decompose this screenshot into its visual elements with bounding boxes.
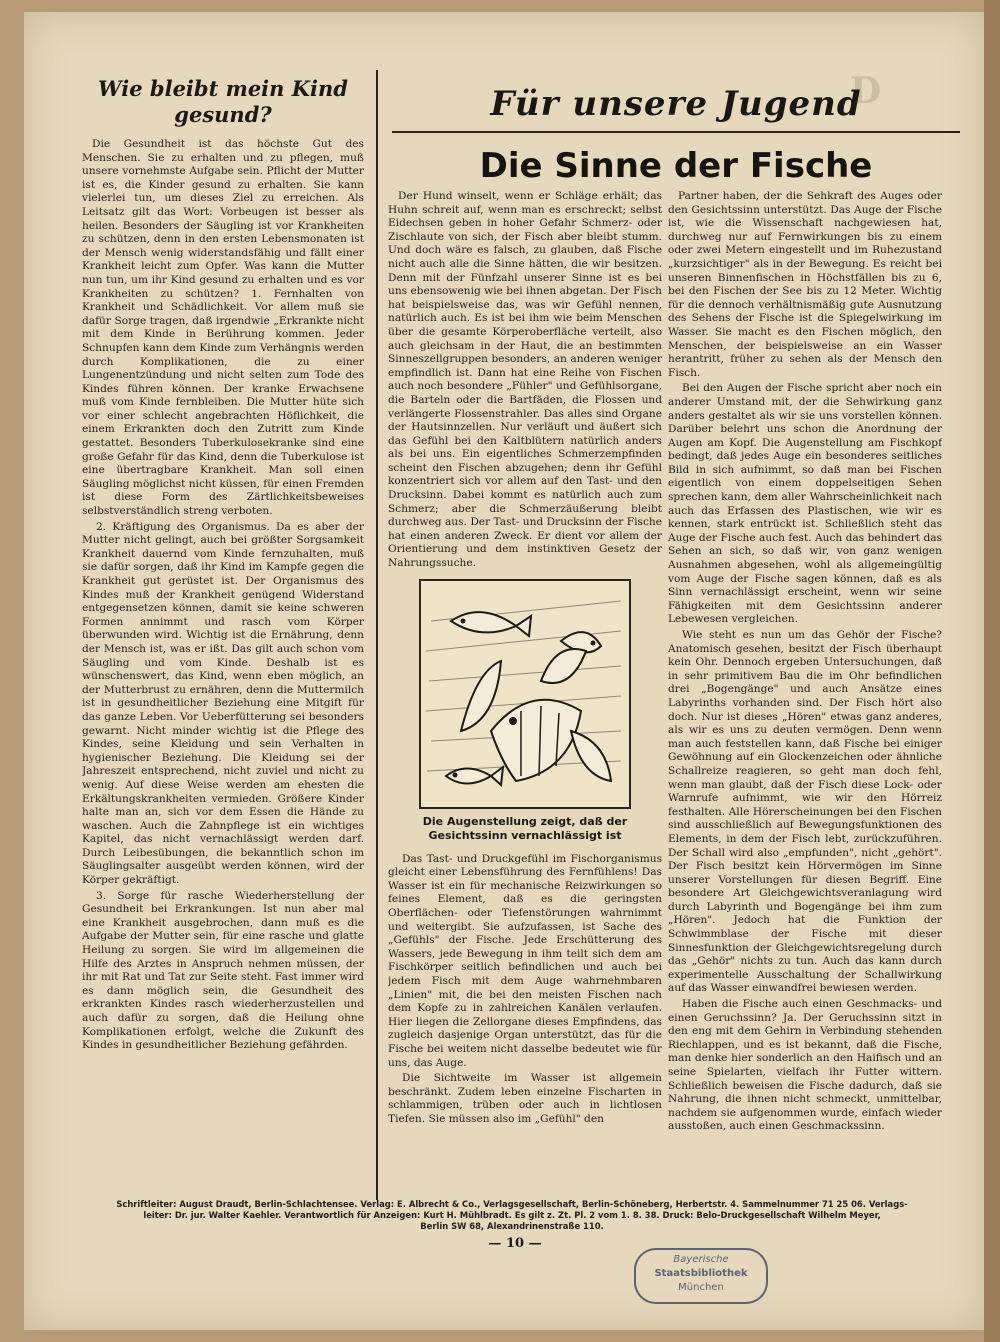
left-title-line1: Wie bleibt mein Kind: [98, 76, 348, 101]
article-column-middle: [388, 190, 662, 1200]
article-paragraph: Die Sichtweite im Wasser ist allgemein beschränkt. Zudem leben einzelne Fischarten in schlammigen, trüben oder auch in lichtlosen Tiefen. Sie müssen also im „Gefühl" den: [388, 1072, 662, 1125]
article-column-right: [668, 190, 942, 1200]
left-paragraph: 2. Kräftigung des Organismus. Da es aber der Mutter nicht gelingt, auch bei größter Sorgsamkeit Krankheit dauernd vom Kinde fernzuhalten, muß sie dafür sorgen, daß ihr Kind im Kampfe gegen die Krankheit gut gerüstet ist. Der Organismus des Kindes muß der Krankheit genügend Widerstand entgegensetzen können, damit sie keine schweren Formen annimmt und rasch vom Körper überwunden wird. Wichtig ist die Ernährung, denn der Mensch ist, was er ißt. Das gilt auch schon vom Säugling und vom Kinde. Deshalb ist es wünschenswert, das Kind, wenn eben möglich, an der Mutterbrust zu ernähren, denn die Muttermilch ist in gesundheitlicher Beziehung eine Mitgift für das ganze Leben. Vor Ueberfütterung sei besonders gewarnt. Nicht minder wichtig ist die Pflege des Kindes, seine Kleidung und sein Verhalten in hygienischer Beziehung. Die Kleidung sei der Jahreszeit entsprechend, nicht zuviel und nicht zu wenig. Auf diese Weise werden am ehesten die Erkältungskrankheiten vermieden. Größere Kinder halte man an, sich vor dem Essen die Hände zu waschen. Auch die Zahnpflege ist ein wichtiges Kapitel, das nicht vernachlässigt werden darf. Durch Leibesübungen, die bekanntlich schon im Säuglingsalter ausgeübt werden können, wird der Körper gekräftigt.: [82, 520, 364, 887]
stamp-line: Bayerische: [673, 1254, 729, 1265]
library-stamp: [634, 1248, 768, 1304]
column-divider: [376, 70, 378, 1200]
article-paragraph: Partner haben, der die Sehkraft des Auges oder den Gesichtssinn unterstützt. Das Auge der Fische ist, wie die Wissenschaft nachgewiesen hat, durchweg nur auf Fernwirkungen bis zu einem oder zwei Metern eingestellt und im Ruhezustand „kurzsichtiger" als in der Bewegung. Es reicht bei unseren Binnenfischen in Höchstfällen bis zu 6, bei den Fischen der See bis zu 12 Meter. Wichtig für die dennoch verhältnismäßig gute Ausnutzung des Sehens der Fische ist die Spiegelwirkung im Wasser. Sie macht es den Fischen möglich, den Menschen, der beispielsweise an ein Wasser herantritt, früher zu sehen als der Mensch den Fisch.: [668, 190, 942, 379]
stamp-line: München: [678, 1282, 724, 1293]
figure-caption: Die Augenstellung zeigt, daß der Gesichtssinn vernachlässigt ist: [422, 814, 628, 842]
left-article-title: [82, 76, 364, 128]
left-paragraph: Die Gesundheit ist das höchste Gut des Menschen. Sie zu erhalten und zu pflegen, muß unsere vornehmste Aufgabe sein. Pflicht der Mutter ist es, die Kinder gesund zu erhalten. Sie kann vielerlei tun, um dieses Ziel zu erreichen. Als Leitsatz gilt das Wort: Vorbeugen ist besser als heilen. Besonders der Säugling ist vor Krankheiten zu schützen, denn in den ersten Lebensmonaten ist der Mensch wenig widerstandsfähig und fällt einer Krankheit leicht zum Opfer. Was kann die Mutter nun tun, um ihr Kind gesund zu erhalten und es vor Krankheiten zu schützen? 1. Fernhalten von Krankheit und Schädlichkeit. Vor allem muß sie dafür Sorge tragen, daß irgendwie „Erkrankte nicht mit dem Kinde in Berührung kommen. Jeder Schnupfen kann dem Kinde zum Verhängnis werden durch Komplikationen, die zu einer Lungenentzündung und nicht selten zum Tode des Kindes führen können. Der kranke Erwachsene muß vom Kinde fernbleiben. Die Mutter hüte sich vor einer schlecht angebrachten Höflichkeit, die einem Erkrankten doch den Zutritt zum Kinde gestattet. Besonders Tuberkulosekranke sind eine große Gefahr für das Kind, denn die Tuberkulose ist eine übertragbare Krankheit. Man soll einen Säugling möglichst nicht küssen, für einen Fremden ist diese Form des Zärtlichkeitsbeweises selbstverständlich streng verboten.: [82, 138, 364, 518]
article-paragraph: Das Tast- und Druckgefühl im Fischorganismus gleicht einer Lebensführung des Fernfühlens! Das Wasser ist ein für mechanische Reizwirkungen so feines Element, daß es die geringsten Oberflächen- oder Tiefenstörungen wahrnimmt und weitergibt. Sie aufzufassen, ist Sache des „Gefühls" der Fische. Jede Erschütterung des Wassers, jede Bewegung in ihm teilt sich dem am Fischkörper seitlich befindlichen und auch bei jedem Fisch mit dem Auge wahrnehmbaren „Linien" mit, die bei den meisten Fischen nach dem Kopfe zu in zahlreichen Kanälen verlaufen. Hier liegen die Zellorgane dieses Empfindens, das zugleich dasjenige Organ unterstützt, das für die Fische bei weitem nicht dasselbe bedeutet wie für uns, das Auge.: [388, 852, 662, 1069]
article-paragraph: Wie steht es nun um das Gehör der Fische? Anatomisch gesehen, besitzt der Fisch überhaupt kein Ohr. Dennoch ergeben Untersuchungen, daß in sehr primitivem Bau die im Ohr befindlichen drei „Bogengänge" und auch Ansätze eines Labyrinths vorhanden sind. Der Fisch hört also doch. Nur ist dieses „Hören" etwas ganz anderes, als wir es uns zu deuten vermögen. Denn wenn man auch feststellen kann, daß Fische bei einiger Gewöhnung auf ein Glockenzeichen oder ähnliche Schallreize reagieren, so geht man doch fehl, wenn man glaubt, daß der Fisch diese Lock- oder Warnrufe aufnimmt, wie wir den Hörreiz festhalten. Alle Hörerscheinungen bei den Fischen sind ausschließlich auf Bewegungsfunktionen des Elements, in dem der Fisch lebt, zurückzuführen. Der Schall wird also „empfunden", nicht „gehört". Der Fisch besitzt kein Hörvermögen im Sinne unserer Vorstellungen für diesen Begriff. Eine besondere Art Gleichgewichtsveranlagung wird durch Labyrinth und Bogengänge bei ihm zum „Hören". Jedoch hat die Funktion der Schwimmblase der Fische mit dieser Sinnesfunktion der Gleichgewichtsregelung durch das „Gehör" nichts zu tun. Auch das kann durch experimentelle Ausschaltung der Schallwirkung auf das Wasser einwandfrei bewiesen werden.: [668, 629, 942, 995]
stamp-line: Staatsbibliothek: [654, 1268, 748, 1279]
page-edge: [984, 0, 1000, 1342]
imprint: [82, 1199, 942, 1232]
imprint-line: Berlin SW 68, Alexandrinenstraße 110.: [420, 1221, 604, 1231]
left-title-line2: gesund?: [174, 102, 272, 127]
left-article: [82, 64, 364, 1200]
page-number: — 10 —: [488, 1236, 542, 1251]
fish-illustration: [419, 579, 631, 809]
section-masthead: Für unsere Jugend: [490, 84, 862, 124]
imprint-line: Schriftleiter: August Draudt, Berlin-Schlachtensee. Verlag: E. Albrecht & Co., Verlagsgesellschaft, Berlin-Schöneberg, Herbertstr. 4. Sammelnummer 71 25 06. Verlags-: [116, 1199, 908, 1209]
article-paragraph: Bei den Augen der Fische spricht aber noch ein anderer Umstand mit, der die Sehwirkung ganz anders gestaltet als wir sie uns vorstellen können. Darüber belehrt uns schon die Anordnung der Augen am Kopf. Die Augenstellung am Fischkopf bedingt, daß jedes Auge ein besonderes seitliches Bild in sich aufnimmt, so daß man bei Fischen eigentlich von einem doppelseitigen Sehen sprechen kann, dem aller Wahrscheinlichkeit nach auch das Erfassen des Plastischen, wie wir es kennen, stark entrückt ist. Schließlich steht das Auge der Fische auch fest. Auch das behindert das Sehen an sich, so daß wir, von ganz wenigen Ausnahmen abgesehen, wohl als allgemeingültig vom Auge der Fische sagen können, daß es als Sinn vernachlässigt erscheint, wenn wir seine Fähigkeiten mit dem Gesichtssinn anderer Lebewesen vergleichen.: [668, 382, 942, 626]
masthead-rule: [392, 131, 960, 133]
article-paragraph: Der Hund winselt, wenn er Schläge erhält; das Huhn schreit auf, wenn man es erschreckt; selbst Eidechsen geben in hoher Gefahr Schmerz- oder Zischlaute von sich, der Fisch aber bleibt stumm. Und doch wäre es falsch, zu glauben, daß Fische nicht auch alle die Sinne hätten, die wir besitzen. Denn mit der Fünfzahl unserer Sinne ist es bei uns ebensowenig wie bei ihnen abgetan. Der Fisch hat beispielsweise das, was wir Gefühl nennen, natürlich auch. Es ist bei ihm wie beim Menschen über die gesamte Körperoberfläche verteilt, also auch gleichsam in der Haut, die an bestimmten Sinneszellgruppen besonders, an anderen weniger empfindlich ist. Dann hat eine Reihe von Fischen auch noch besondere „Fühler" und Gefühlsorgane, die Barteln oder die Bartfäden, die Flossen und verlängerte Flossenstrahler. Das alles sind Organe der Hautsinnzellen. Nur verläuft und äußert sich das Gefühl bei den Kaltblütern natürlich anders als bei uns. Ein eigentliches Schmerzempfinden scheint den Fischen abzugehen; denn ihr Gefühl konzentriert sich vor allem auf den Tast- und den Drucksinn. Dabei kommt es natürlich auch zum Schmerz; aber die Schmerzäußerung bleibt durchweg aus. Der Tast- und Drucksinn der Fische hat einen anderen Zweck. Er dient vor allem der Orientierung und dem instinktiven Gesetz der Nahrungssuche.: [388, 190, 662, 570]
article-paragraph: Haben die Fische auch einen Geschmacks- und einen Geruchssinn? Ja. Der Geruchssinn sitzt in den eng mit dem Gehirn in Verbindung stehenden Riechlappen, und es ist bekannt, daß die Fische, man denke hier sonderlich an den Haifisch und an seine Spielarten, vielfach ihr Futter wittern. Schließlich beweisen die Fische dadurch, daß sie Nahrung, die ihnen nicht schmeckt, unmittelbar, nachdem sie aufgenommen wurde, einfach wieder ausstoßen, auch einen Geschmackssinn.: [668, 998, 942, 1133]
left-paragraph: 3. Sorge für rasche Wiederherstellung der Gesundheit bei Erkrankungen. Ist nun aber mal eine Krankheit ausgebrochen, dann muß es die Aufgabe der Mutter sein, für eine rasche und glatte Heilung zu sorgen. Sie wird im allgemeinen die Hilfe des Arztes in Anspruch nehmen müssen, der ihr mit Rat und Tat zur Seite steht. Fast immer wird es dann möglich sein, die Gesundheit des erkrankten Kindes rasch wiederherzustellen und auch dafür zu sorgen, daß die Heilung ohne Komplikationen erfolgt, welche die Zukunft des Kindes in gesundheitlicher Beziehung gefährden.: [82, 889, 364, 1052]
imprint-line: leiter: Dr. jur. Walter Kaehler. Verantwortlich für Anzeigen: Kurt H. Mühlbradt. Es gilt z. Zt. Pl. 2 vom 1. 8. 38. Druck: Belo-Druckgesellschaft Wilhelm Meyer,: [143, 1210, 881, 1220]
bleed-through-text: D: [850, 70, 882, 112]
article-headline: Die Sinne der Fische: [479, 146, 873, 186]
